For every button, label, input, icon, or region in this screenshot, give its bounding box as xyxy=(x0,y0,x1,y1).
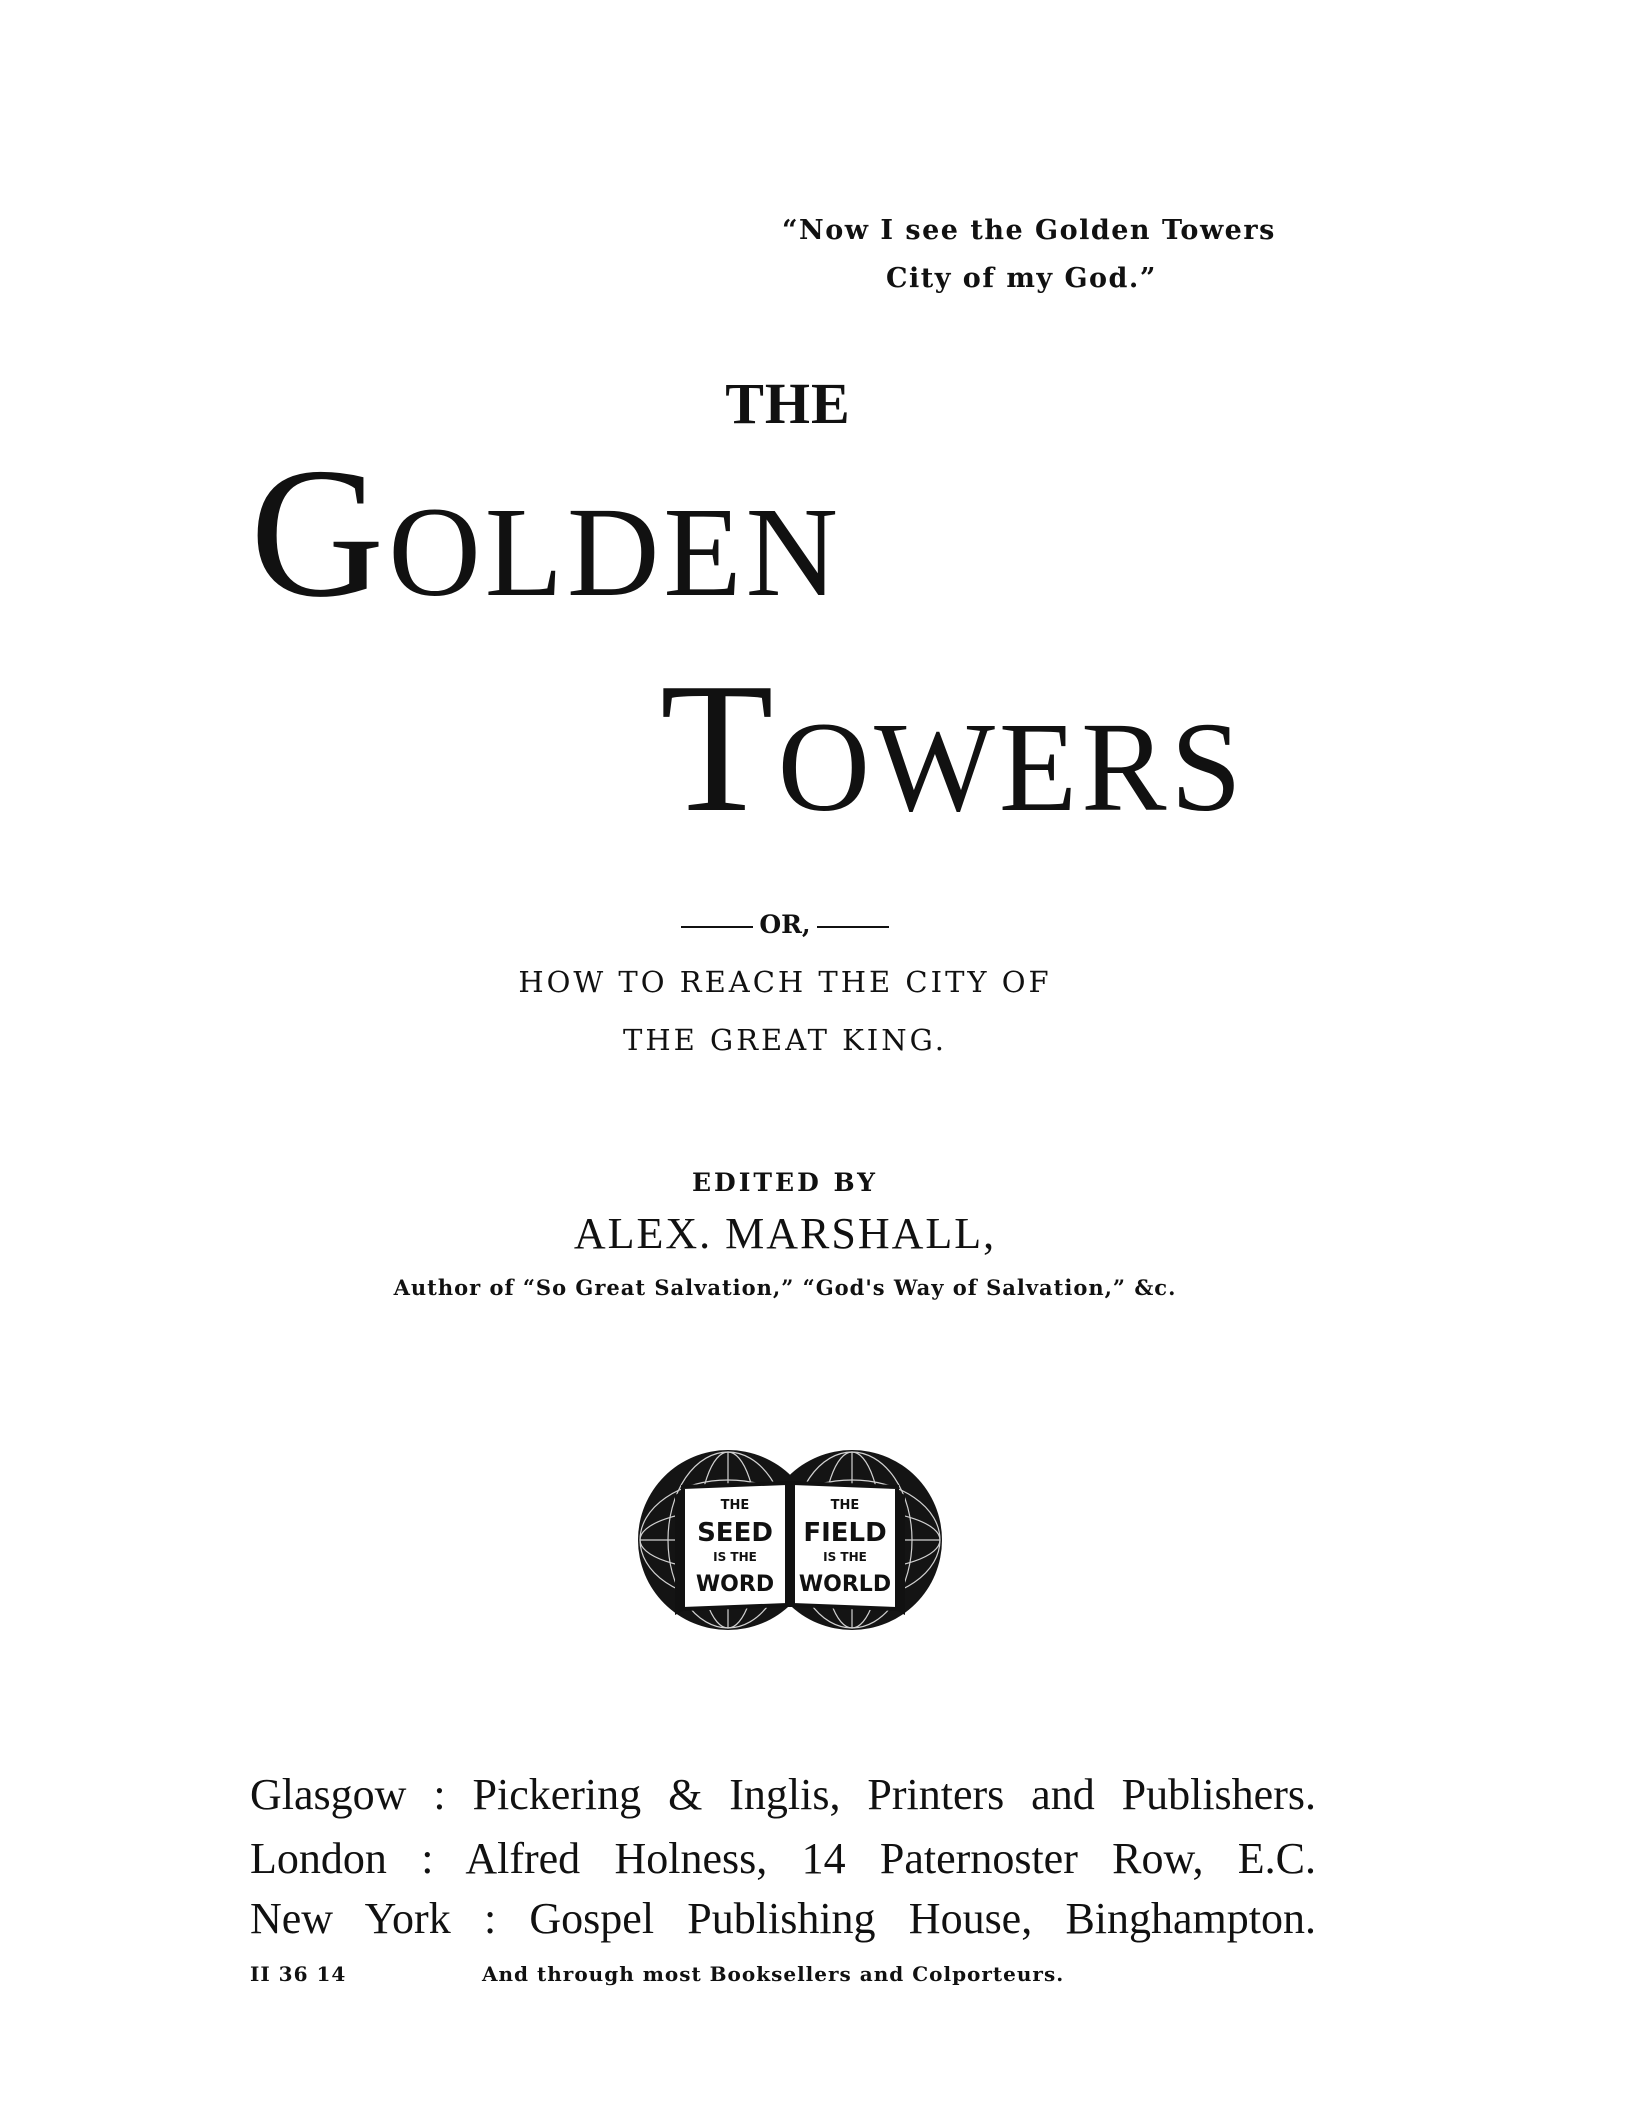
subtitle-line-1: HOW TO REACH THE CITY OF xyxy=(518,965,1052,999)
epigraph-line-2: City of my God.” xyxy=(886,263,1157,294)
emblem-right-1: THE xyxy=(830,1498,860,1513)
or-label: OR, xyxy=(759,910,811,939)
imprint-glasgow: Glasgow : Pickering & Inglis, Printers and Publishers. xyxy=(250,1770,1316,1819)
or-rule-left xyxy=(681,926,753,928)
title-golden-rest: OLDEN xyxy=(388,481,843,623)
globe-book-icon xyxy=(635,1445,945,1635)
emblem-left-1: THE xyxy=(720,1498,750,1513)
emblem-left-4: WORD xyxy=(695,1572,775,1597)
emblem-left-2: SEED xyxy=(697,1518,773,1548)
emblem-left-3: IS THE xyxy=(713,1550,757,1564)
title-towers-initial: T xyxy=(660,645,778,851)
booksellers-note: And through most Booksellers and Colporteurs. xyxy=(482,1962,1065,1986)
seed-field-emblem xyxy=(635,1445,945,1635)
title-article: THE xyxy=(725,371,851,436)
emblem-right-2: FIELD xyxy=(803,1518,887,1548)
title-golden-initial: G xyxy=(250,430,389,636)
title-word-towers xyxy=(660,645,1246,851)
edited-by-label: EDITED BY xyxy=(691,1168,878,1197)
emblem-right-3: IS THE xyxy=(823,1550,867,1564)
or-separator xyxy=(0,910,1570,939)
or-rule-right xyxy=(817,926,889,928)
title-towers-rest: OWERS xyxy=(777,696,1246,838)
editor-credits: Author of “So Great Salvation,” “God's Way of Salvation,” &c. xyxy=(393,1275,1177,1300)
imprint-new-york: New York : Gospel Publishing House, Binghampton. xyxy=(250,1894,1316,1943)
subtitle-line-2: THE GREAT KING. xyxy=(623,1023,947,1057)
imprint-london: London : Alfred Holness, 14 Paternoster Row, E.C. xyxy=(250,1834,1316,1883)
emblem-right-4: WORLD xyxy=(798,1572,892,1597)
epigraph-line-1: “Now I see the Golden Towers xyxy=(782,215,1276,246)
editor-name: ALEX. MARSHALL, xyxy=(573,1209,997,1258)
printer-code: II 36 14 xyxy=(250,1962,347,1986)
title-word-golden xyxy=(250,430,843,636)
